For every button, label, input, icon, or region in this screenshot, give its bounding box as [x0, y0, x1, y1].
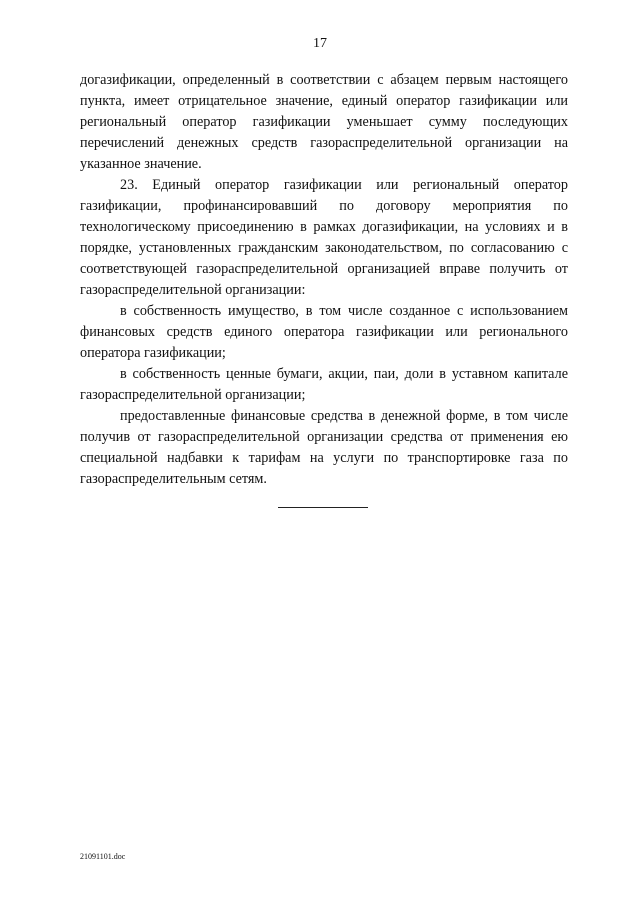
paragraph-securities: в собственность ценные бумаги, акции, паи, доли в уставном капитале газораспределительной организации; [80, 366, 568, 403]
end-separator-line [278, 507, 368, 508]
document-body [80, 70, 568, 490]
footer-document-code: 21091101.doc [80, 852, 126, 861]
paragraph-continuation: догазификации, определенный в соответствии с абзацем первым настоящего пункта, имеет отрицательное значение, единый оператор газификации или региональный оператор газификации уменьшает сумму последующих перечислений денежных средств газораспределительной организации на указанное значение. [80, 72, 568, 172]
paragraph-item-23: 23. Единый оператор газификации или региональный оператор газификации, профинансировавший по договору мероприятия по технологическому присоединению в рамках догазификации, на условиях и в порядке, установленных гражданским законодательством, по согласованию с соответствующей газораспределительной организацией вправе получить от газораспределительной организации: [80, 177, 568, 298]
page-number: 17 [313, 36, 327, 51]
paragraph-funds: предоставленные финансовые средства в денежной форме, в том числе получив от газораспределительной организации средства от применения ею специальной надбавки к тарифам на услуги по транспортировке газа по газораспределительным сетям. [80, 408, 568, 487]
paragraph-property: в собственность имущество, в том числе созданное с использованием финансовых средств единого оператора газификации или регионального оператора газификации; [80, 303, 568, 361]
